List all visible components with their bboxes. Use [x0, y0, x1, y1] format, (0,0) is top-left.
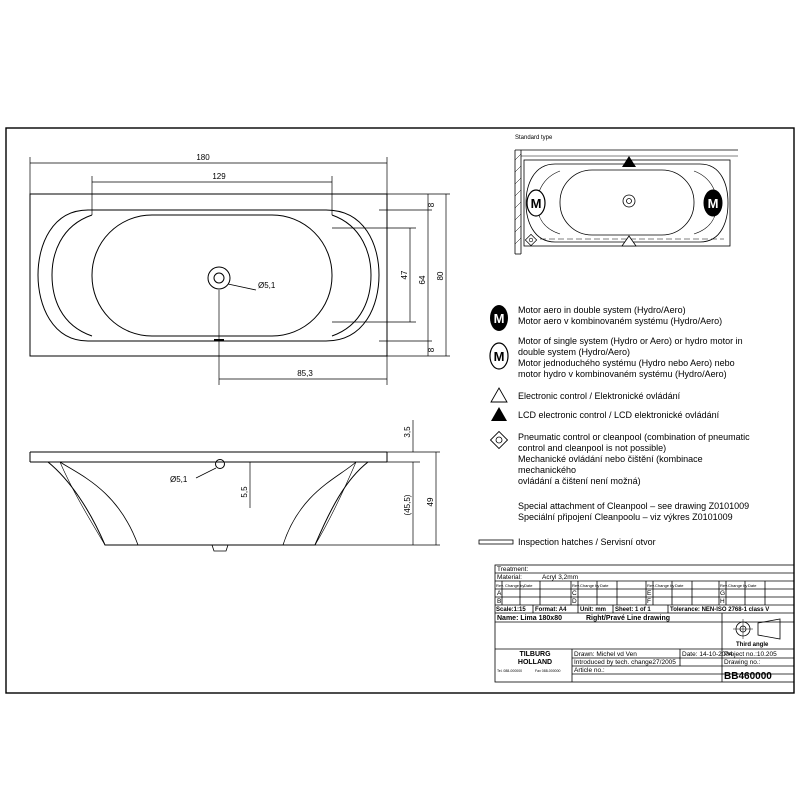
legend-item-5-line-4: mechanického	[518, 465, 577, 475]
svg-text:Date: Date	[675, 583, 684, 588]
mini-motor-left-letter: M	[530, 196, 542, 211]
tb-drawing-no: BB460000	[724, 671, 772, 682]
svg-text:Date: Date	[748, 583, 757, 588]
top-view	[30, 194, 387, 356]
legend-motor-aero-letter: M	[493, 311, 505, 326]
dim-bowl-width: 64	[418, 275, 427, 285]
dim-rim-bottom: 8	[427, 347, 436, 353]
mini-hatch-left	[515, 154, 521, 244]
mini-lcd-control-icon	[622, 156, 636, 167]
dim-inner-length: 129	[212, 172, 226, 181]
tb-name: Name: Lima 180x80	[497, 615, 562, 622]
legend-item-7-line-1: Inspection hatches / Servisní otvor	[518, 537, 656, 547]
legend-electronic-control-icon	[491, 388, 507, 402]
svg-text:Tel. 088-000000: Tel. 088-000000	[497, 669, 523, 673]
legend-item-1-line-2: Motor aero v kombinovaném systému (Hydro/Aero)	[518, 316, 723, 326]
legend-item-2-line-2: double system (Hydro/Aero)	[518, 347, 631, 357]
tb-row-h: H	[720, 598, 725, 605]
dim-drain-offset: 85,3	[297, 369, 313, 378]
legend-lcd-control-icon	[491, 407, 507, 421]
legend-item-6-line-1: Special attachment of Cleanpool – see drawing Z0101009	[518, 501, 750, 511]
tb-material-value: Acryl 3,2mm	[542, 574, 579, 581]
svg-text:Change by: Change by	[728, 583, 748, 588]
tb-side: Right/Pravé Line drawing	[586, 615, 671, 622]
dim-drain-diameter: Ø5,1	[258, 281, 276, 290]
legend-inspection-hatch-icon	[479, 540, 513, 544]
dim-inner-width: 47	[400, 270, 409, 280]
tub-right-headrest	[332, 215, 371, 336]
mini-electronic-control-icon	[622, 236, 636, 246]
dim-overflow-height: 5,5	[240, 486, 249, 498]
side-overflow-circle	[216, 460, 225, 469]
tb-row-d: D	[572, 598, 577, 605]
svg-text:Change by: Change by	[580, 583, 600, 588]
svg-text:Rev.: Rev.	[720, 583, 728, 588]
side-view-dimensions	[244, 420, 440, 545]
tb-third-angle: Third angle	[736, 642, 769, 648]
legend-item-5-line-2: control and cleanpool is not possible)	[518, 443, 667, 453]
drain-inner-circle	[214, 273, 224, 283]
tb-unit: Unit: mm	[580, 607, 606, 613]
tb-material: Material:	[497, 574, 522, 581]
company-logo	[497, 651, 561, 673]
legend	[479, 305, 750, 547]
svg-text:HOLLAND: HOLLAND	[517, 659, 553, 666]
dim-length: 180	[196, 153, 210, 162]
tub-left-headrest	[52, 215, 92, 336]
dim-rim-thickness: 3,5	[403, 426, 412, 438]
legend-item-5-line-5: ovládání a čištení není možná)	[518, 476, 641, 486]
tb-sheet: Sheet: 1 of 1	[615, 607, 651, 613]
svg-text:Rev.: Rev.	[496, 583, 504, 588]
tb-row-b: B	[497, 598, 502, 605]
dim-inner-depth: (45,5)	[403, 494, 412, 516]
mini-pneumatic-control-icon	[525, 234, 536, 245]
tub-basin-outline	[92, 215, 332, 336]
svg-text:Rev.: Rev.	[647, 583, 655, 588]
tb-date: Date: 14-10-2004	[682, 651, 733, 658]
tb-tolerance: Tolerance: NEN-ISO 2768-1 class V	[670, 607, 770, 613]
svg-text:Change by: Change by	[655, 583, 675, 588]
legend-item-4-line-1: LCD electronic control / LCD elektronické ovládání	[518, 410, 720, 420]
tb-treatment: Treatment:	[497, 566, 529, 573]
svg-text:Change by: Change by	[505, 583, 525, 588]
legend-item-2-line-4: motor hydro v kombinovaném systému (Hydro/Aero)	[518, 369, 727, 379]
mini-motor-right-letter: M	[707, 196, 719, 211]
svg-text:Fax 088-000000: Fax 088-000000	[535, 669, 561, 673]
dim-width: 80	[436, 271, 445, 281]
legend-motor-single-letter: M	[493, 349, 505, 364]
legend-item-6-line-2: Speciální připojení Cleanpoolu – viz výkres Z0101009	[518, 512, 733, 522]
legend-item-1-line-1: Motor aero in double system (Hydro/Aero)	[518, 305, 686, 315]
tb-revision-headers	[496, 583, 757, 588]
tb-row-a: A	[497, 590, 502, 597]
svg-text:Date: Date	[524, 583, 533, 588]
tb-drawn: Drawn: Michel vd Ven	[574, 651, 637, 658]
svg-text:Date: Date	[600, 583, 609, 588]
tb-row-f: F	[647, 598, 651, 605]
tb-article-no: Article no.:	[574, 667, 605, 674]
tb-drawing-no-label: Drawing no.:	[724, 659, 761, 666]
tb-row-g: G	[720, 590, 726, 597]
tb-scale: Scale:1:15	[496, 607, 526, 613]
legend-item-3-line-1: Electronic control / Elektronické ovládání	[518, 391, 681, 401]
legend-item-2-line-1: Motor of single system (Hydro or Aero) or hydro motor in	[518, 336, 743, 346]
standard-type-label: Standard type	[515, 135, 553, 141]
side-drain-outlet	[212, 545, 228, 551]
side-overflow-leader	[196, 468, 216, 478]
tb-introduced: Introduced by tech. change27/2005	[574, 659, 676, 666]
tb-row-c: C	[572, 590, 577, 597]
dim-overflow-diameter: Ø5,1	[170, 475, 188, 484]
legend-item-5-line-1: Pneumatic control or cleanpool (combination of pneumatic	[518, 432, 750, 442]
dim-rim-top: 8	[427, 202, 436, 208]
legend-pneumatic-control-icon	[491, 432, 508, 449]
drain-outer-circle	[208, 267, 230, 289]
side-view	[30, 452, 387, 551]
tb-format: Format: A4	[535, 607, 567, 613]
svg-text:TILBURG: TILBURG	[519, 651, 551, 658]
drain-leader	[228, 284, 256, 290]
dim-depth: 49	[426, 497, 435, 507]
svg-text:Rev.: Rev.	[572, 583, 580, 588]
side-right-panel	[283, 462, 356, 545]
tb-project-no: Project no.:10.205	[724, 651, 777, 658]
tb-row-e: E	[647, 590, 652, 597]
side-body-outline	[48, 462, 368, 545]
legend-item-2-line-3: Motor jednoduchého systému (Hydro nebo Aero) nebo	[518, 358, 735, 368]
legend-item-5-line-3: Mechanické ovládání nebo čištění (kombinace	[518, 454, 703, 464]
